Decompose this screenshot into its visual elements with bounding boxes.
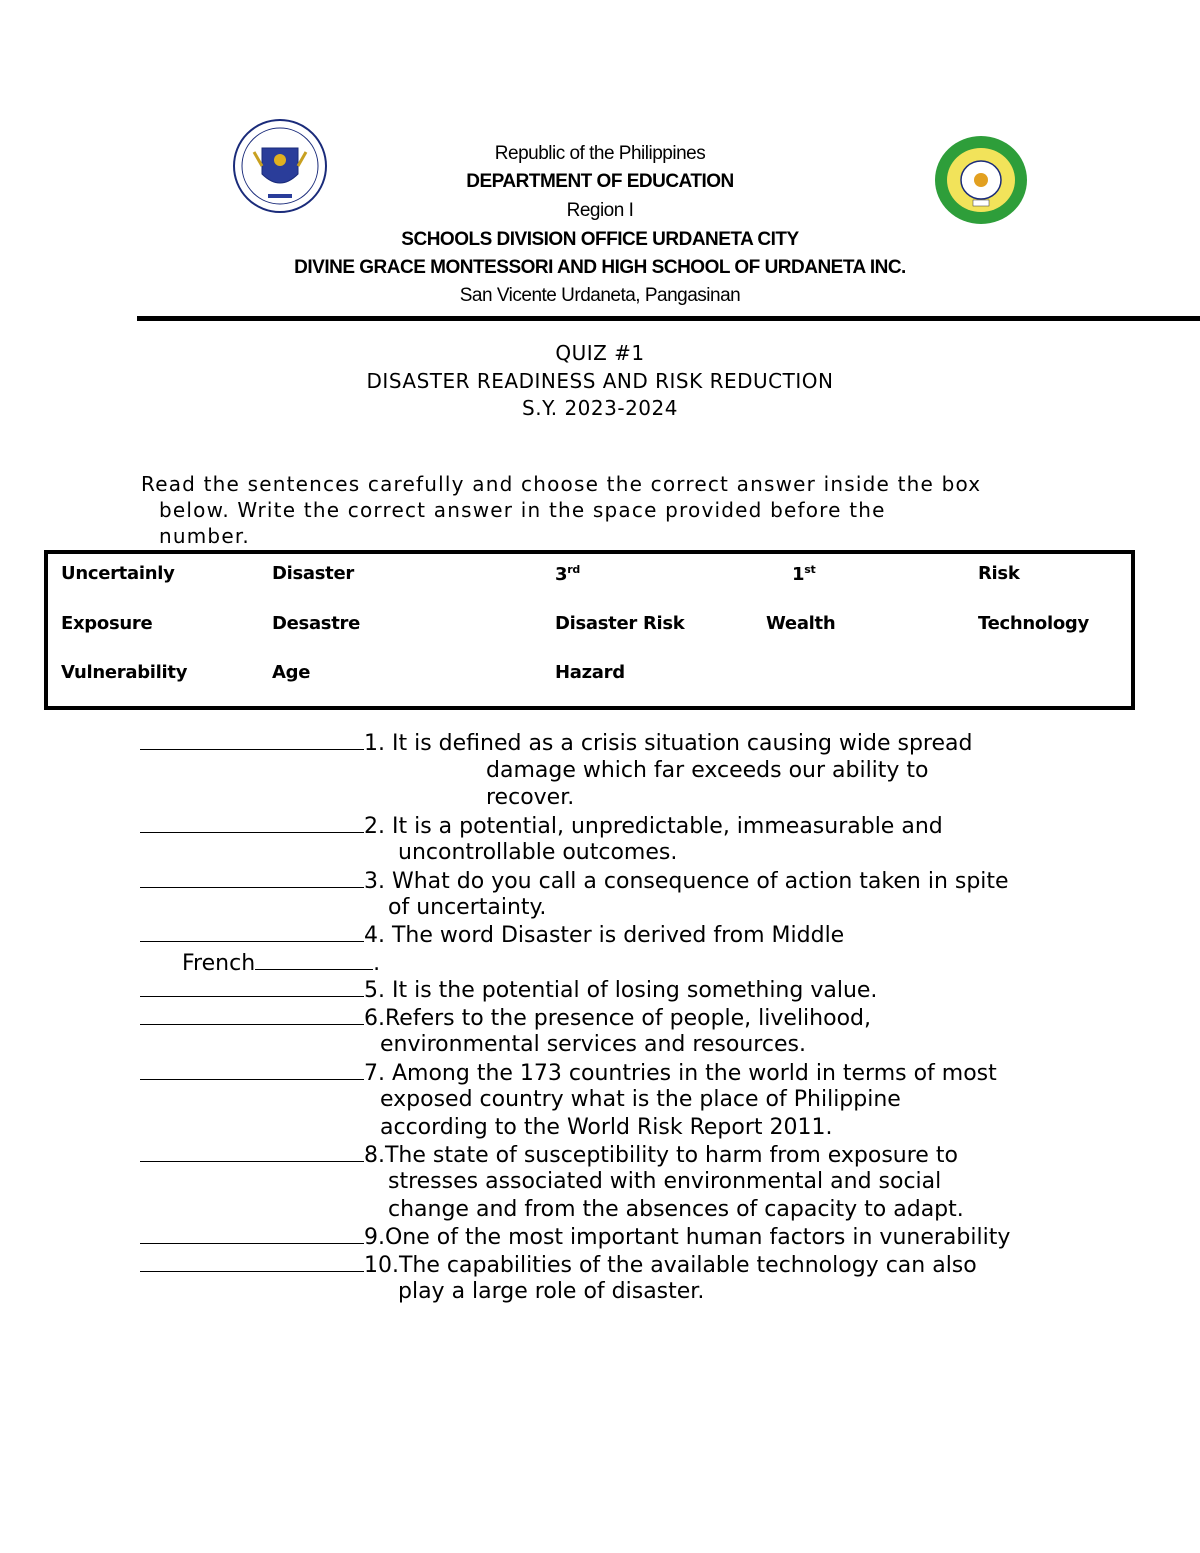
- choice-disaster: Disaster: [272, 563, 354, 584]
- choice-disaster-risk: Disaster Risk: [555, 613, 685, 634]
- choice-3rd-number: 3: [555, 564, 568, 585]
- question-5-text: 5. It is the potential of losing something value.: [364, 978, 878, 1003]
- header-republic: Republic of the Philippines: [494, 143, 706, 164]
- question-6: [140, 1004, 871, 1032]
- question-8-cont2: change and from the absences of capacity to adapt.: [388, 1197, 964, 1222]
- choice-exposure: Exposure: [61, 613, 153, 634]
- question-1-text: 1. It is defined as a crisis situation causing wide spread: [364, 731, 973, 756]
- question-4: [140, 921, 844, 949]
- question-3-cont: of uncertainty.: [388, 895, 547, 920]
- choice-uncertainly: Uncertainly: [61, 563, 175, 584]
- question-2: [140, 812, 943, 840]
- question-7-cont: exposed country what is the place of Philippine: [380, 1087, 901, 1112]
- quiz-school-year: S.Y. 2023-2024: [522, 396, 678, 420]
- question-7-cont2: according to the World Risk Report 2011.: [380, 1115, 833, 1140]
- answer-blank-1[interactable]: [140, 729, 364, 750]
- instructions-line-1: Read the sentences carefully and choose the correct answer inside the box: [141, 472, 982, 496]
- header-region: Region I: [566, 200, 634, 221]
- question-8: [140, 1141, 958, 1169]
- answer-blank-10[interactable]: [140, 1251, 364, 1272]
- answer-blank-8[interactable]: [140, 1141, 364, 1162]
- answer-blank-4[interactable]: [140, 921, 364, 942]
- question-4-french: French: [182, 951, 256, 976]
- question-2-cont: uncontrollable outcomes.: [398, 840, 678, 865]
- question-10-text: 10.The capabilities of the available technology can also: [364, 1253, 977, 1278]
- header-division: SCHOOLS DIVISION OFFICE URDANETA CITY: [401, 229, 799, 250]
- question-4-text: 4. The word Disaster is derived from Middle: [364, 923, 845, 948]
- instructions-line-2: below. Write the correct answer in the space provided before the: [159, 498, 886, 522]
- question-5: [140, 976, 877, 1004]
- choice-desastre: Desastre: [272, 613, 361, 634]
- question-1: [140, 729, 972, 757]
- question-3: [140, 867, 1009, 895]
- question-3-text: 3. What do you call a consequence of action taken in spite: [364, 869, 1009, 894]
- quiz-subject: DISASTER READINESS AND RISK REDUCTION: [366, 369, 834, 393]
- choice-1st-suffix: st: [804, 563, 816, 576]
- choice-risk: Risk: [978, 563, 1020, 584]
- choice-age: Age: [272, 662, 311, 683]
- question-8-text: 8.The state of susceptibility to harm from exposure to: [364, 1143, 958, 1168]
- question-2-text: 2. It is a potential, unpredictable, immeasurable and: [364, 814, 943, 839]
- question-1-cont2: recover.: [486, 785, 575, 810]
- answer-blank-7[interactable]: [140, 1059, 364, 1080]
- question-6-cont: environmental services and resources.: [380, 1032, 806, 1057]
- question-8-cont: stresses associated with environmental and social: [388, 1169, 942, 1194]
- instructions-line-3: number.: [159, 524, 250, 548]
- answer-blank-4b[interactable]: [255, 949, 373, 970]
- choice-3rd: [555, 563, 580, 585]
- choice-vulnerability: Vulnerability: [61, 662, 188, 683]
- answer-blank-6[interactable]: [140, 1004, 364, 1025]
- choice-1st: [792, 563, 815, 585]
- answer-blank-5[interactable]: [140, 976, 364, 997]
- choice-hazard: Hazard: [555, 662, 625, 683]
- header-address: San Vicente Urdaneta, Pangasinan: [459, 285, 741, 306]
- question-4-period: .: [373, 951, 381, 976]
- choice-technology: Technology: [978, 613, 1089, 634]
- question-7: [140, 1059, 997, 1087]
- question-4-cont: [182, 949, 380, 977]
- question-1-cont: damage which far exceeds our ability to: [486, 758, 929, 783]
- question-10: [140, 1251, 977, 1279]
- header-school-name: DIVINE GRACE MONTESSORI AND HIGH SCHOOL OF URDANETA INC.: [294, 257, 906, 278]
- question-10-cont: play a large role of disaster.: [398, 1279, 705, 1304]
- quiz-title: QUIZ #1: [555, 341, 645, 365]
- choice-wealth: Wealth: [766, 613, 836, 634]
- answer-blank-9[interactable]: [140, 1223, 364, 1244]
- question-6-text: 6.Refers to the presence of people, livelihood,: [364, 1006, 871, 1031]
- question-9: [140, 1223, 1010, 1251]
- answer-blank-3[interactable]: [140, 867, 364, 888]
- choice-1st-number: 1: [792, 564, 805, 585]
- header-divider: [137, 316, 1200, 321]
- choice-3rd-suffix: rd: [567, 563, 580, 576]
- answer-blank-2[interactable]: [140, 812, 364, 833]
- question-9-text: 9.One of the most important human factors in vunerability: [364, 1225, 1011, 1250]
- header-department: DEPARTMENT OF EDUCATION: [466, 171, 734, 192]
- question-7-text: 7. Among the 173 countries in the world in terms of most: [364, 1061, 997, 1086]
